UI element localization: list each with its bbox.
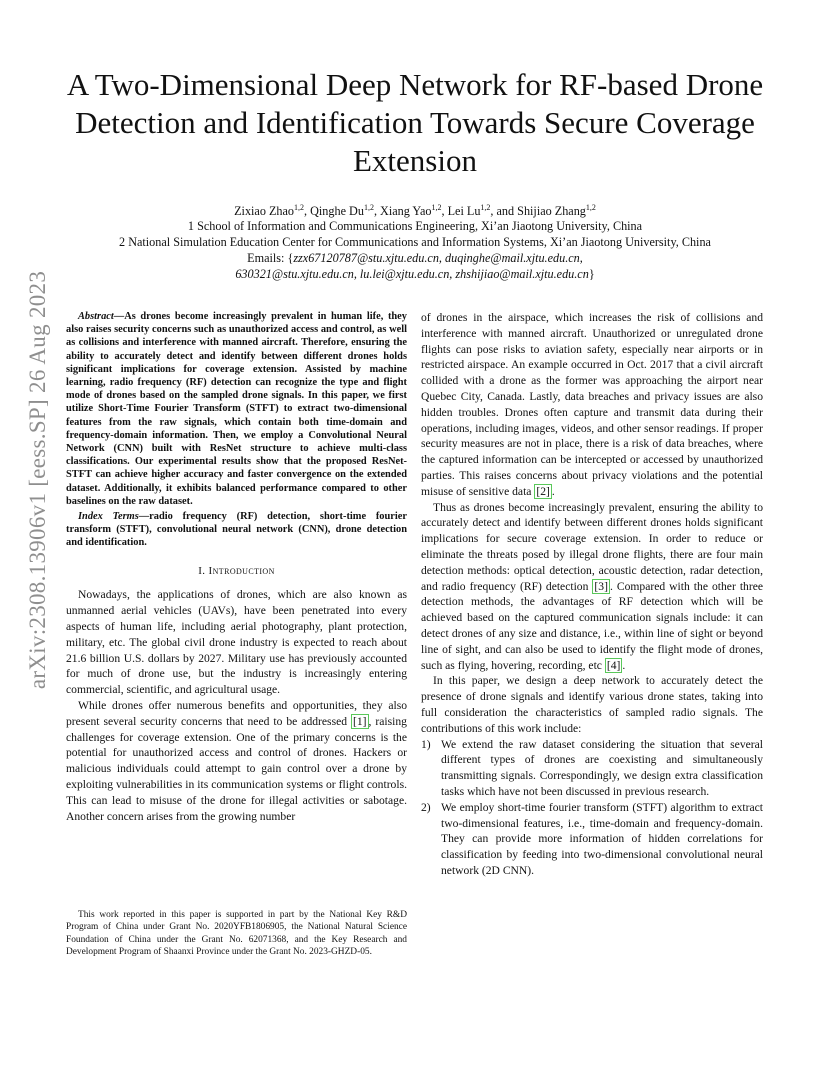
citation-link[interactable]: [4]: [606, 658, 621, 672]
abstract: [66, 310, 407, 508]
intro-paragraph: Nowadays, the applications of drones, which are also known as unmanned aerial vehicles (UAVs), have been penetrated into every aspects of human life, including aerial photography, plant protection, military, etc. The global civil drone industry is expected to reach about 21.6 billion U.S. dollars by 2027. Military use has previously accounted for much of drone use, but the industry is increasingly entering commercial, scientific, and agricultural usage.: [66, 588, 407, 697]
paper-title: A Two-Dimensional Deep Network for RF-based Drone Detection and Identification Towards Secure Coverage Extension: [66, 67, 764, 178]
affiliation-2: 2 National Simulation Education Center for Communications and Information Systems, Xi’an Jiaotong University, China: [119, 235, 711, 249]
contributions-list: [421, 737, 763, 879]
affiliation-1: 1 School of Information and Communications Engineering, Xi’an Jiaotong University, China: [187, 219, 643, 233]
funding-footnote: This work reported in this paper is supported in part by the National Key R&D Program of China under Grant No. 2020YFB1806905, the National Natural Science Foundation of China under the Grant No. 62071368, and the Key Research and Development Program of Shaanxi Province under the Grant No. 2023-GHZD-05.: [66, 910, 407, 958]
email-addresses: zzx67120787@stu.xjtu.edu.cn, duqinghe@mail.xjtu.edu.cn,: [293, 251, 583, 265]
left-column: [66, 310, 407, 824]
citation-link[interactable]: [2]: [536, 484, 550, 498]
index-terms: [66, 510, 407, 550]
body-paragraph: of drones in the airspace, which increases the risk of collisions and interference with manned aircraft. Unauthorized or unregulated drone flights can pose risks to aviation safety, especially near airports or in restricted airspace. An example occurred in Oct. 2017 that a civil aircraft collided with a drone as the former was approaching the airport near Quebec City, Canada. Lastly, data breaches and privacy issues are also hidden troubles. Drones often capture and transmit data during their operations, including images, videos, and other sensor readings. If proper security measures are not in place, there is a risk of data breaches, where the captured information can be intercepted or accessed by unauthorized parties. This raises concerns about privacy violations and the potential misuse of sensitive data [2] .: [421, 311, 763, 498]
intro-paragraph: While drones offer numerous benefits and opportunities, they also present several security concerns that need to be addressed [1] , raising challenges for coverage extension. One of the primary concerns is the potential for unauthorized access and control of drones. Hackers or malicious individuals could attempt to gain control over a drone by exploiting vulnerabilities in its communication systems or flight controls. This can lead to misuse of the drone for illegal activities or sabotage. Another concern arises from the growing number: [66, 699, 407, 823]
right-column: [421, 310, 763, 879]
citation-link[interactable]: [3]: [594, 579, 608, 593]
index-terms-text: —radio frequency (RF) detection, short-time fourier transform (STFT), convolutional neural network (CNN), drone detection and identification.: [66, 511, 407, 549]
index-terms-label: Index Terms: [78, 511, 139, 523]
abstract-text: —As drones become increasingly prevalent in human life, they also raises security concerns such as unauthorized access and control, as well as collisions and interference with manned aircraft. Therefore, ensuring the ability to accurately detect and identify between different drones holds significant implications for coverage extension. Assisted by machine learning, radio frequency (RF) detection can recognize the type and flight mode of drones based on the sampled drone signals. In this paper, we first utilize Short-Time Fourier Transform (STFT) to extract two-dimensional features from the raw signals, which contain both time-domain and frequency-domain information. Then, we employ a Convolutional Neural Network (CNN) built with ResNet structure to achieve multi-class classifications. Our experimental results show that the proposed ResNet-STFT can achieve higher accuracy and faster convergence on the extended dataset. Additionally, it exhibits balanced performance compared to other baselines on the raw dataset.: [66, 311, 407, 507]
body-paragraph: In this paper, we design a deep network to accurately detect the presence of drone signals and identify various drone states, taking into full consideration the characteristics of sampled radio signals. The contributions of this work include:: [421, 674, 763, 735]
arxiv-identifier: [18, 270, 58, 690]
section-heading: I. Introduction: [198, 564, 275, 577]
emails-line-1: Emails: {zzx67120787@stu.xjtu.edu.cn, duqinghe@mail.xjtu.edu.cn,: [247, 251, 583, 265]
body-paragraph: Thus as drones become increasingly prevalent, ensuring the ability to accurately detect and identify between different drones holds significant implications for secure coverage extension. In order to reduce or eliminate the threats posed by illegal drone flights, there are four main detection methods: optical detection, acoustic detection, radar detection, and radio frequency (RF) detection [3] . Compared with the other three detection methods, the advantages of RF detection which will be achieved based on the captured communication signals include: it can detect drones of any size and distance, i.e., within line of sight or beyond line of sight, and can also be used to identify the flight mode of drones, such as flying, hovering, recording, etc [4] .: [421, 500, 763, 672]
citation-link[interactable]: [1]: [353, 714, 367, 728]
email-addresses: 630321@stu.xjtu.edu.cn, lu.lei@xjtu.edu.cn, zhshijiao@mail.xjtu.edu.cn: [235, 267, 589, 281]
author: Zixiao Zhao$^{1,2}$,: [234, 203, 311, 219]
author: Qinghe Du$^{1,2}$,: [310, 203, 381, 219]
list-item: 2) We employ short-time fourier transform (STFT) algorithm to extract two-dimensional features, i.e., time-domain and frequency-domain. They can provide more information of hidden correlations for classification by feeding into two-dimensional convolutional neural network (2D CNN).: [421, 800, 763, 877]
abstract-label: Abstract: [78, 311, 114, 322]
list-item: 1) We extend the raw dataset considering the situation that several different types of drones are coexisting and simultaneously transmitting signals. Correspondingly, we design extra classification tasks which have not been discussed in previous research.: [421, 737, 763, 798]
emails-line-2: 630321@stu.xjtu.edu.cn, lu.lei@xjtu.edu.cn, zhshijiao@mail.xjtu.edu.cn}: [235, 267, 595, 281]
author: Lei Lu$^{1,2}$, and: [447, 203, 518, 219]
author: Shijiao Zhang$^{1,2}$: [517, 203, 596, 219]
author: Xiang Yao$^{1,2}$,: [380, 203, 448, 219]
arxiv-identifier-text: arXiv:2308.13906v1 [eess.SP] 26 Aug 2023: [25, 270, 50, 690]
author-list: [70, 200, 760, 219]
